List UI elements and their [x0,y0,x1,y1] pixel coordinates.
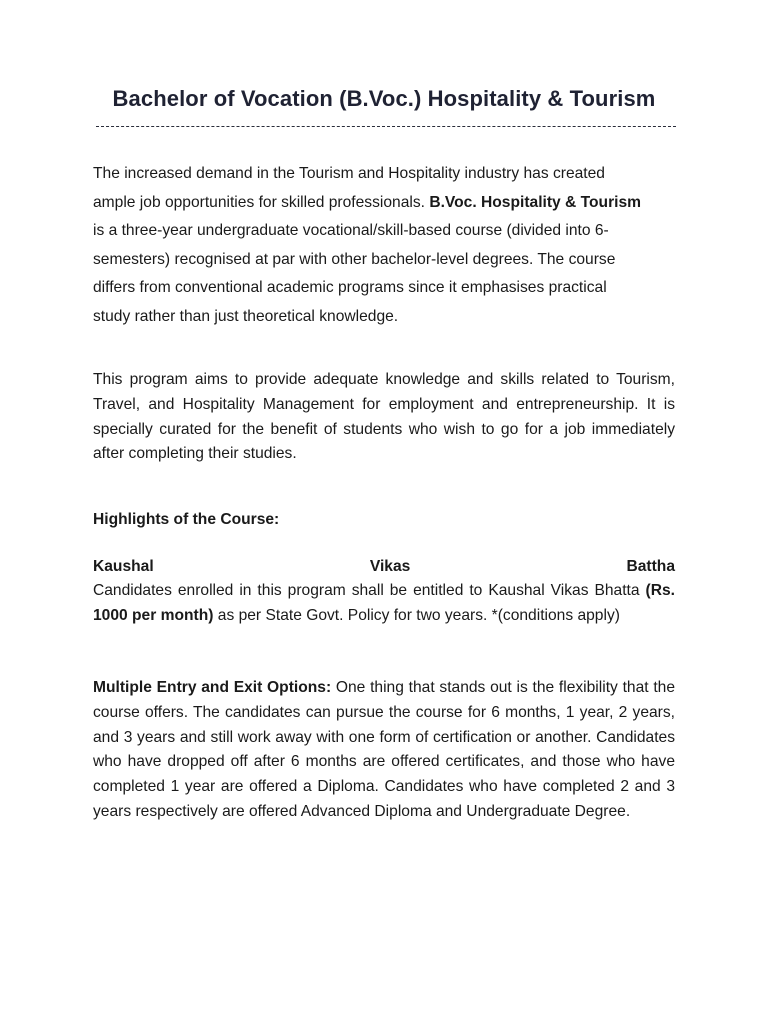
page-title: Bachelor of Vocation (B.Voc.) Hospitality & Tourism [112,86,656,111]
aims-paragraph: This program aims to provide adequate knowledge and skills related to Tourism, Travel, and Hospitality Management for employment and entrepreneurship. It is specially curated for the benefit of students who wish to go for a job immediately after completing their studies. [93,371,675,463]
intro-line-1: The increased demand in the Tourism and Hospitality industry has created [93,165,605,182]
intro-line-4: semesters) recognised at par with other bachelor-level degrees. The course [93,250,616,268]
kaushal-paragraph [93,579,675,629]
intro-line-5: differs from conventional academic programs since it emphasises practical [93,279,607,297]
multiple-entry-text: One thing that stands out is the flexibility that the course offers. The candidates can pursue the course for 6 months, 1 year, 2 years, and 3 years and still work away with one form of certification or another. Candidates who have dropped off after 6 months are offered certificates, and those who have completed 1 year are offered a Diploma. Candidates who have completed 2 and 3 years respectively are offered Advanced Diploma and Undergraduate Degree. [93,679,675,820]
battha-word: Battha [626,558,675,575]
stipend-amount: (Rs. 1000 per month) [93,582,675,624]
intro-line-6: study rather than just theoretical knowledge. [93,307,399,325]
multiple-entry-heading: Multiple Entry and Exit Options: [93,679,332,696]
title-underline [96,126,676,127]
kaushal-vikas-heading [93,555,675,580]
intro-line-2: ample job opportunities for skilled professionals. [93,193,430,211]
intro-paragraph [93,160,675,332]
multiple-entry-paragraph [93,676,675,825]
vikas-word: Vikas [369,558,411,575]
intro-line-3: is a three-year undergraduate vocational/skill-based course (divided into 6- [93,222,609,240]
course-name-bold: B.Voc. Hospitality & Tourism [429,193,642,211]
kaushal-text-post: as per State Govt. Policy for two years. *(conditions apply) [213,606,620,624]
highlights-heading: Highlights of the Course: [93,511,280,528]
kaushal-word: Kaushal [93,558,154,575]
kaushal-text-pre: Candidates enrolled in this program shall be entitled to Kaushal Vikas Bhatta [93,582,646,599]
